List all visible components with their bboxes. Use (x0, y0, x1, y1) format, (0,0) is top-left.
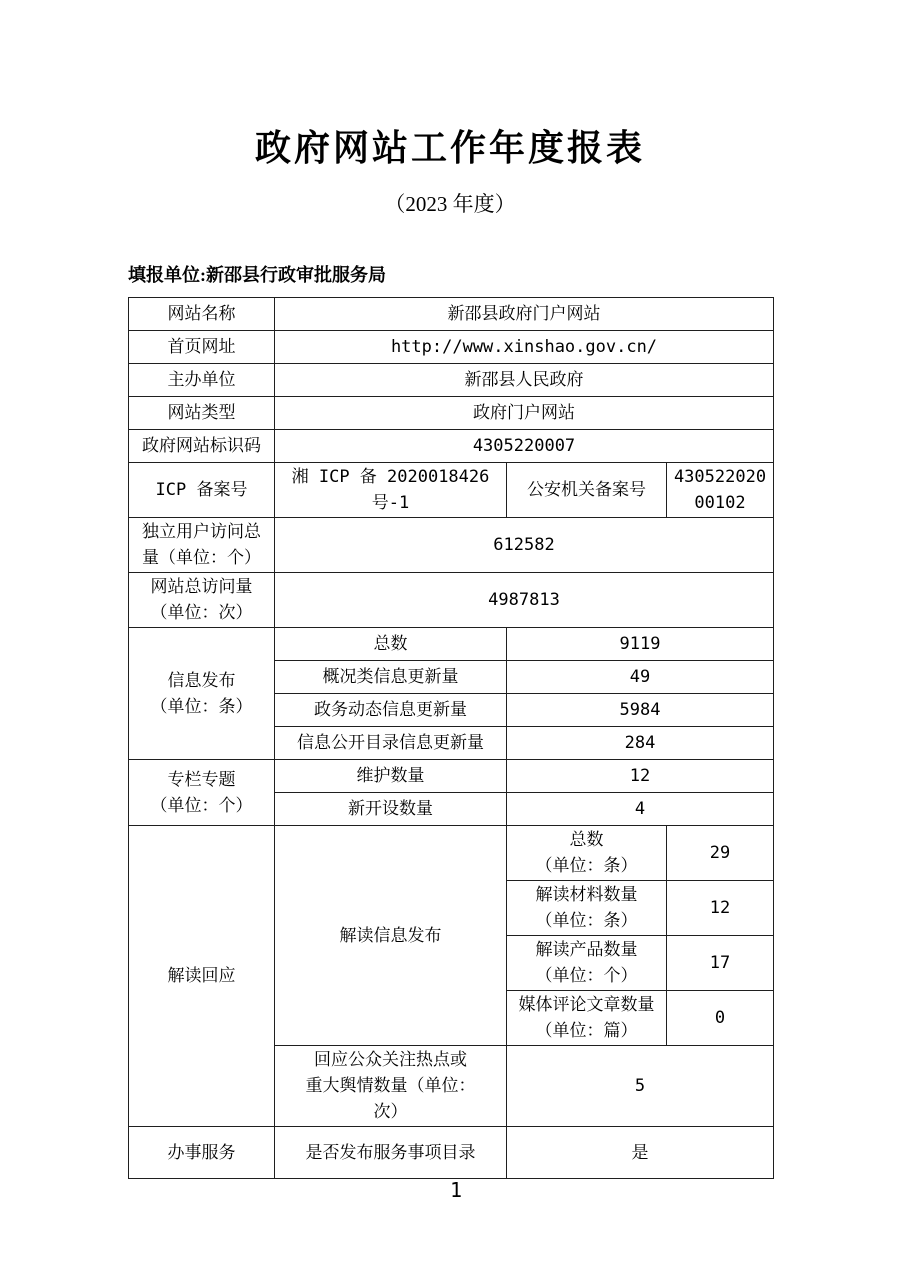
special-columns-section-label (129, 760, 275, 826)
public-response-label (275, 1046, 507, 1127)
interpretation-materials-label (507, 881, 667, 936)
police-record-label: 公安机关备案号 (507, 463, 667, 518)
services-section-label: 办事服务 (129, 1127, 275, 1179)
total-visits-label-line1: 网站总访问量 (150, 577, 253, 597)
reporting-unit: 填报单位:新邵县行政审批服务局 (128, 265, 386, 285)
columns-new-label: 新开设数量 (275, 793, 507, 826)
total-visits-value: 4987813 (275, 573, 774, 628)
row-unique-visitors (129, 518, 774, 573)
unique-visitors-label-line2: 量（单位：个） (142, 548, 261, 568)
icp-value: 湘 ICP 备 2020018426 号-1 (275, 463, 507, 518)
icp-label: ICP 备案号 (129, 463, 275, 518)
interpretation-materials-value: 12 (667, 881, 774, 936)
interpretation-total-label (507, 826, 667, 881)
interpretation-total-label-line1: 总数 (569, 830, 604, 850)
columns-maintained-label: 维护数量 (275, 760, 507, 793)
site-id-code-label: 政府网站标识码 (129, 430, 275, 463)
interpretation-products-label (507, 936, 667, 991)
public-response-label-line1: 回应公众关注热点或 (314, 1050, 467, 1070)
interpretation-materials-label-line1: 解读材料数量 (535, 885, 638, 905)
site-name-label: 网站名称 (129, 298, 275, 331)
media-commentary-label-line1: 媒体评论文章数量 (518, 995, 655, 1015)
service-catalog-value: 是 (507, 1127, 774, 1179)
info-release-label-line1: 信息发布 (167, 670, 236, 691)
row-info-release-total (129, 628, 774, 661)
row-home-url (129, 331, 774, 364)
row-service-catalog (129, 1127, 774, 1179)
media-commentary-label-line2: （单位：篇） (535, 1021, 638, 1041)
row-site-id-code (129, 430, 774, 463)
interpretation-materials-label-line2: （单位：条） (535, 911, 638, 931)
info-release-total-value: 9119 (507, 628, 774, 661)
row-icp (129, 463, 774, 518)
media-commentary-label (507, 991, 667, 1046)
row-columns-maintained (129, 760, 774, 793)
public-response-label-line2: 重大舆情数量（单位： (305, 1076, 476, 1096)
interpretation-products-label-line2: （单位：个） (535, 966, 638, 986)
gov-news-updates-value: 5984 (507, 694, 774, 727)
open-catalog-updates-label: 信息公开目录信息更新量 (275, 727, 507, 760)
media-commentary-value: 0 (667, 991, 774, 1046)
sponsor-unit-label: 主办单位 (129, 364, 275, 397)
interpretation-products-label-line1: 解读产品数量 (535, 940, 638, 960)
unique-visitors-label (129, 518, 275, 573)
public-response-label-line3: 次） (373, 1102, 408, 1122)
special-columns-label-line2: （单位：个） (150, 795, 253, 816)
columns-new-value: 4 (507, 793, 774, 826)
overview-updates-label: 概况类信息更新量 (275, 661, 507, 694)
info-release-total-label: 总数 (275, 628, 507, 661)
unique-visitors-value: 612582 (275, 518, 774, 573)
interpretation-products-value: 17 (667, 936, 774, 991)
site-type-label: 网站类型 (129, 397, 275, 430)
row-site-type (129, 397, 774, 430)
page-number: 1 (449, 1178, 463, 1202)
unique-visitors-label-line1: 独立用户访问总 (142, 522, 261, 542)
page-subtitle: （2023 年度） (384, 192, 516, 216)
row-interpretation-total (129, 826, 774, 881)
total-visits-label-line2: （单位：次） (150, 603, 253, 623)
overview-updates-value: 49 (507, 661, 774, 694)
info-release-label-line2: （单位：条） (150, 696, 253, 717)
columns-maintained-value: 12 (507, 760, 774, 793)
site-id-code-value: 4305220007 (275, 430, 774, 463)
interpretation-release-label: 解读信息发布 (275, 826, 507, 1046)
row-sponsor-unit (129, 364, 774, 397)
public-response-value: 5 (507, 1046, 774, 1127)
special-columns-label-line1: 专栏专题 (167, 769, 236, 790)
info-release-section-label (129, 628, 275, 760)
open-catalog-updates-value: 284 (507, 727, 774, 760)
total-visits-label (129, 573, 275, 628)
page-title: 政府网站工作年度报表 (254, 127, 645, 168)
annual-report-table (128, 297, 774, 1179)
interpretation-total-label-line2: （单位：条） (535, 856, 638, 876)
gov-news-updates-label: 政务动态信息更新量 (275, 694, 507, 727)
report-table (128, 297, 774, 1179)
site-type-value: 政府门户网站 (275, 397, 774, 430)
home-url-label: 首页网址 (129, 331, 275, 364)
row-total-visits (129, 573, 774, 628)
sponsor-unit-value: 新邵县人民政府 (275, 364, 774, 397)
row-site-name (129, 298, 774, 331)
site-name-value: 新邵县政府门户网站 (275, 298, 774, 331)
interpretation-section-label: 解读回应 (129, 826, 275, 1127)
home-url-value: http://www.xinshao.gov.cn/ (275, 331, 774, 364)
interpretation-total-value: 29 (667, 826, 774, 881)
police-record-value: 43052202000102 (667, 463, 774, 518)
service-catalog-label: 是否发布服务事项目录 (275, 1127, 507, 1179)
